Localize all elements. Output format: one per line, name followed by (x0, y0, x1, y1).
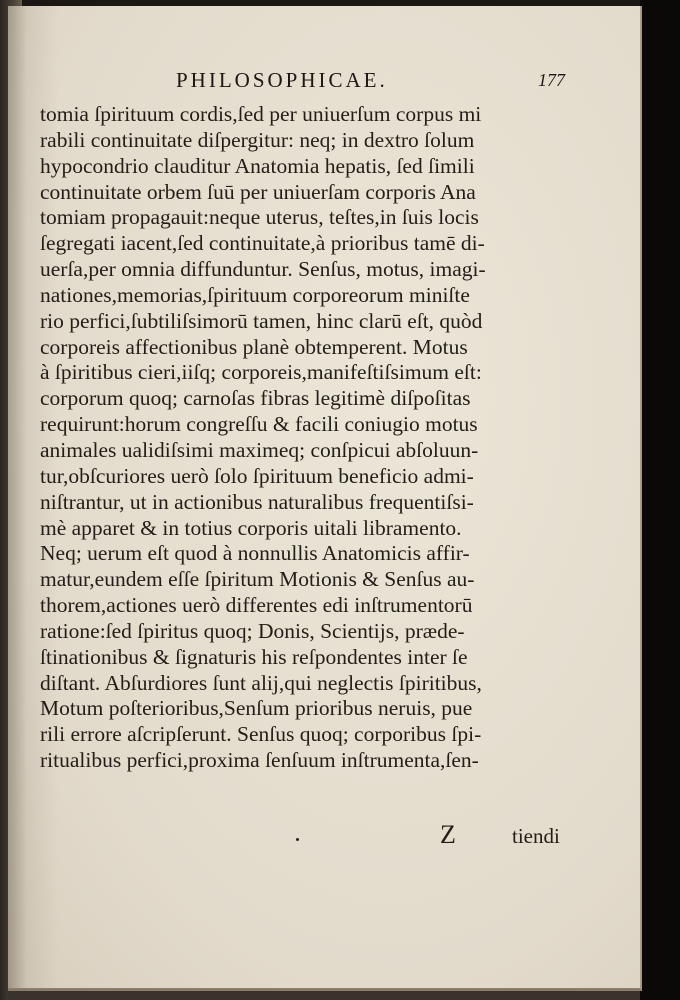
text-line: diſtant. Abſurdiores ſunt alij,qui neglectis ſpiritibus, (40, 670, 482, 695)
text-line: thorem,actiones uerò differentes edi inſtrumentorū (40, 593, 473, 618)
page-footer (8, 820, 640, 850)
text-line: ratione:ſed ſpiritus quoq; Donis, Scientijs, præde- (40, 618, 465, 643)
book-page (8, 6, 642, 991)
text-line: rabili continuitate diſpergitur: neq; in dextro ſolum (40, 127, 475, 152)
ink-speck (296, 838, 299, 841)
text-line: nationes,memorias,ſpirituum corporeorum miniſte (40, 282, 470, 307)
text-line: requirunt:horum congreſſu & facili coniugio motus (40, 412, 478, 437)
text-line: tomia ſpirituum cordis,ſed per uniuerſum corpus mi (40, 102, 482, 126)
text-line: corporum quoq; carnoſas fibras legitimè diſpoſitas (40, 386, 471, 411)
text-line: tomiam propagauit:neque uterus, teſtes,in ſuis locis (40, 205, 479, 230)
text-line: corporeis affectionibus planè obtemperent. Motus (40, 334, 468, 359)
background-edge (640, 0, 680, 1000)
text-line: Motum poſterioribus,Senſum prioribus neruis, pue (40, 696, 473, 721)
body-text (40, 102, 580, 774)
text-line: ritualibus perfici,proxima ſenſuum inſtrumenta,ſen- (40, 748, 479, 773)
text-line: hypocondrio clauditur Anatomia hepatis, ſed ſimili (40, 153, 475, 178)
text-line: Neq; uerum eſt quod à nonnullis Anatomicis affir- (40, 541, 470, 566)
signature-mark: Z (440, 820, 456, 849)
text-line: matur,eundem eſſe ſpiritum Motionis & Senſus au- (40, 567, 475, 592)
text-line: mè apparet & in totius corporis uitali libramento. (40, 515, 462, 540)
text-line: ſtinationibus & ſignaturis his reſpondentes inter ſe (40, 644, 468, 669)
page-number: 177 (538, 70, 565, 90)
text-line: continuitate orbem ſuū per uniuerſam corporis Ana (40, 179, 476, 204)
text-line: ſegregati iacent,ſed continuitate,à prioribus tamē di- (40, 231, 485, 256)
text-line: animales ualidiſsimi maximeq; conſpicui abſoluun- (40, 437, 479, 462)
text-line: à ſpiritibus cieri,iiſq; corporeis,manifeſtiſsimum eſt: (40, 360, 482, 385)
text-line: uerſa,per omnia diffunduntur. Senſus, motus, imagi- (40, 257, 486, 282)
text-line: tur,obſcuriores uerò ſolo ſpirituum beneficio admi- (40, 463, 474, 488)
text-line: niſtrantur, ut in actionibus naturalibus frequentiſsi- (40, 489, 474, 514)
text-line: rio perfici,ſubtiliſsimorū tamen, hinc clarū eſt, quòd (40, 308, 483, 333)
running-title: PHILOSOPHICAE. (176, 68, 388, 92)
catchword: tiendi (512, 824, 560, 848)
text-line: rili errore aſcripſerunt. Senſus quoq; corporibus ſpi- (40, 722, 482, 747)
